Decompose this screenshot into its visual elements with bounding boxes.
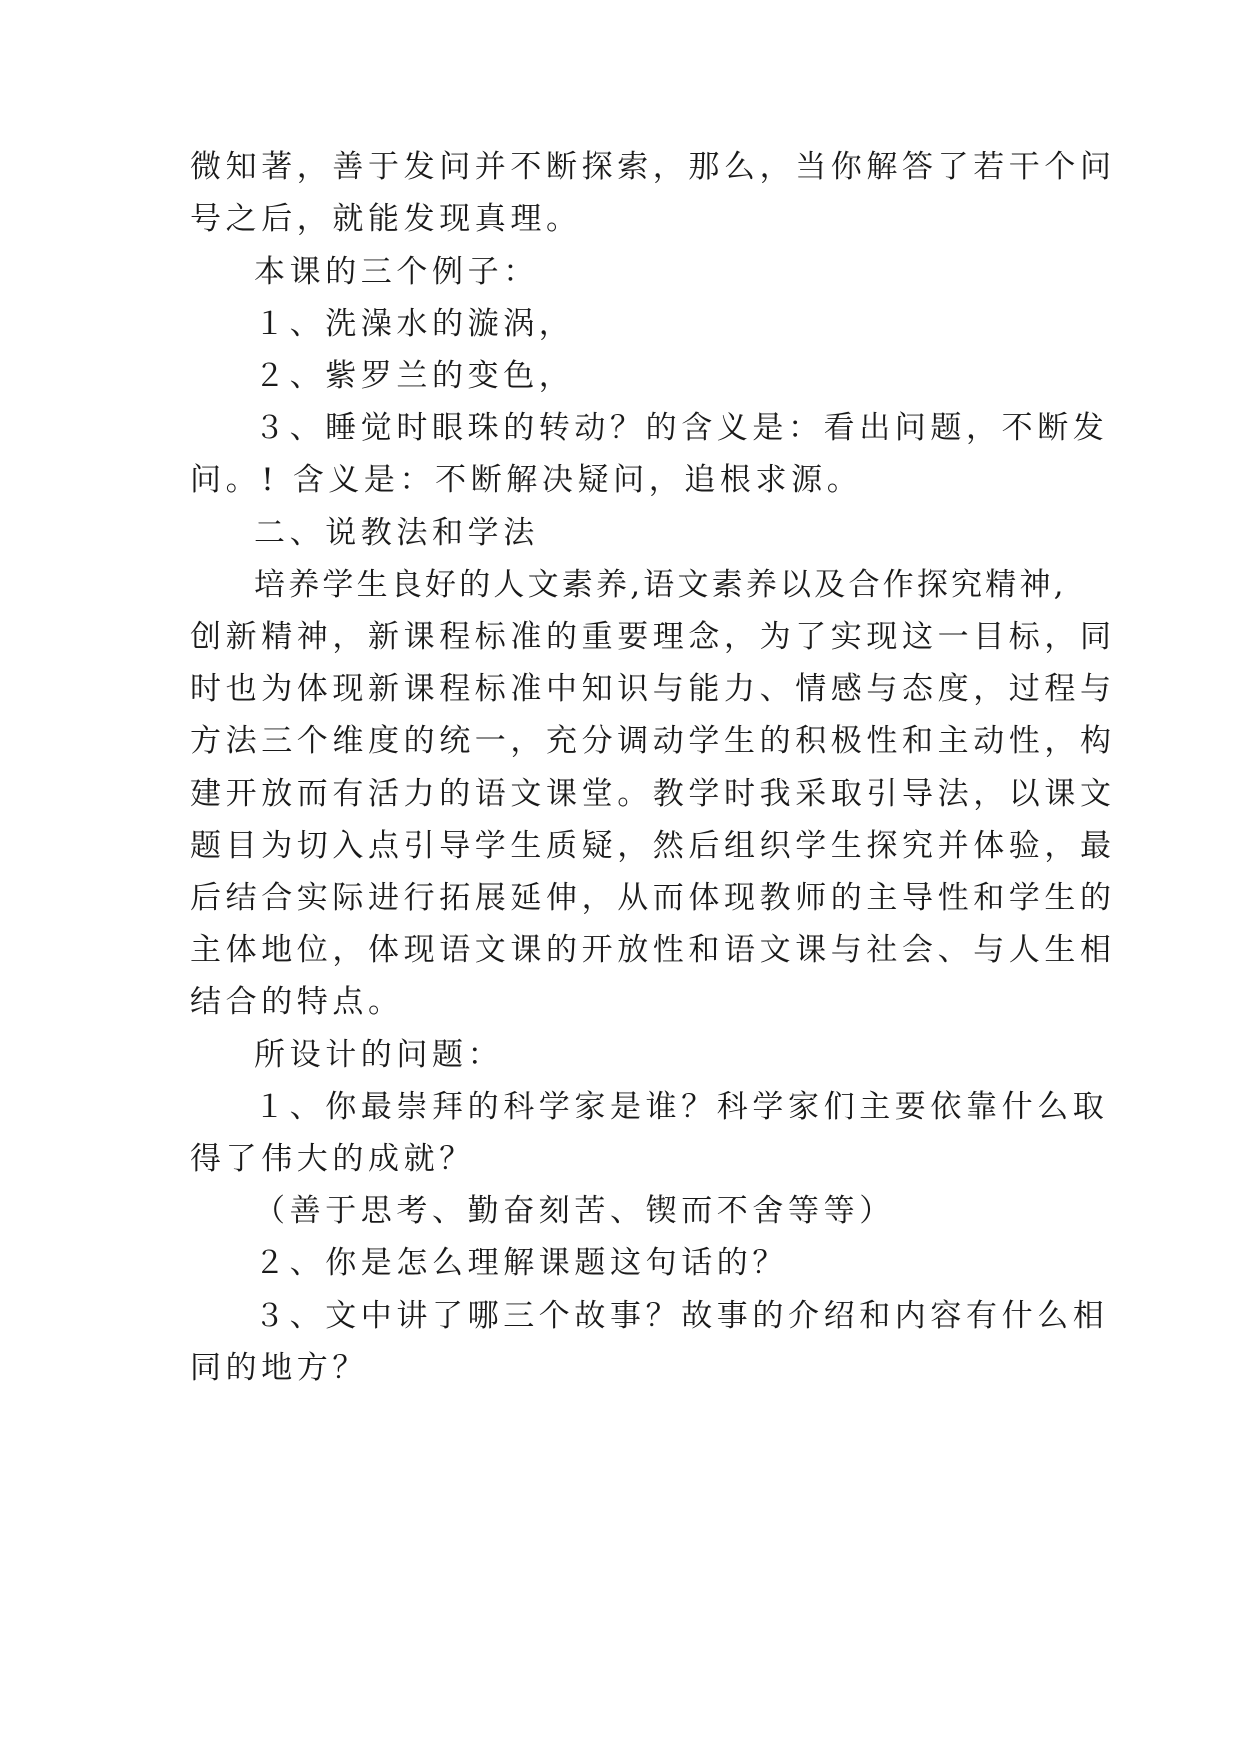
text-line: 题目为切入点引导学生质疑，然后组织学生探究并体验，最: [190, 828, 1116, 864]
text-line: 方法三个维度的统一，充分调动学生的积极性和主动性，构: [190, 723, 1116, 759]
text-line: 得了伟大的成就？: [190, 1141, 475, 1177]
text-line: 问。! 含义是：不断解决疑问，追根求源。: [190, 462, 863, 498]
text-line: 结合的特点。: [190, 984, 404, 1020]
text-line: 号之后，就能发现真理。: [190, 201, 582, 237]
list-item: ２、你是怎么理解课题这句话的？: [254, 1245, 788, 1281]
text-line: 本课的三个例子：: [254, 254, 539, 290]
text-line: 所设计的问题：: [254, 1037, 504, 1073]
list-item: １、洗澡水的漩涡，: [254, 306, 575, 342]
list-item: ３、睡觉时眼珠的转动？的含义是：看出问题，不断发: [254, 410, 1109, 446]
text-line: 创新精神，新课程标准的重要理念，为了实现这一目标，同: [190, 619, 1116, 655]
text-line: 微知著，善于发问并不断探索，那么，当你解答了若干个问: [190, 149, 1116, 185]
text-line: 后结合实际进行拓展延伸，从而体现教师的主导性和学生的: [190, 880, 1116, 916]
text-line: 同的地方？: [190, 1350, 368, 1386]
section-heading: 二、说教法和学法: [254, 515, 539, 551]
list-item: ３、文中讲了哪三个故事？故事的介绍和内容有什么相: [254, 1298, 1109, 1334]
text-line: 时也为体现新课程标准中知识与能力、情感与态度，过程与: [190, 671, 1116, 707]
text-line: 培养学生良好的人文素养,语文素养以及合作探究精神,: [254, 567, 1067, 603]
text-line: 建开放而有活力的语文课堂。教学时我采取引导法，以课文: [190, 776, 1116, 812]
list-item: １、你最崇拜的科学家是谁？科学家们主要依靠什么取: [254, 1089, 1109, 1125]
text-line: （善于思考、勤奋刻苦、锲而不舍等等）: [254, 1193, 895, 1229]
text-line: 主体地位，体现语文课的开放性和语文课与社会、与人生相: [190, 932, 1116, 968]
list-item: ２、紫罗兰的变色，: [254, 358, 575, 394]
